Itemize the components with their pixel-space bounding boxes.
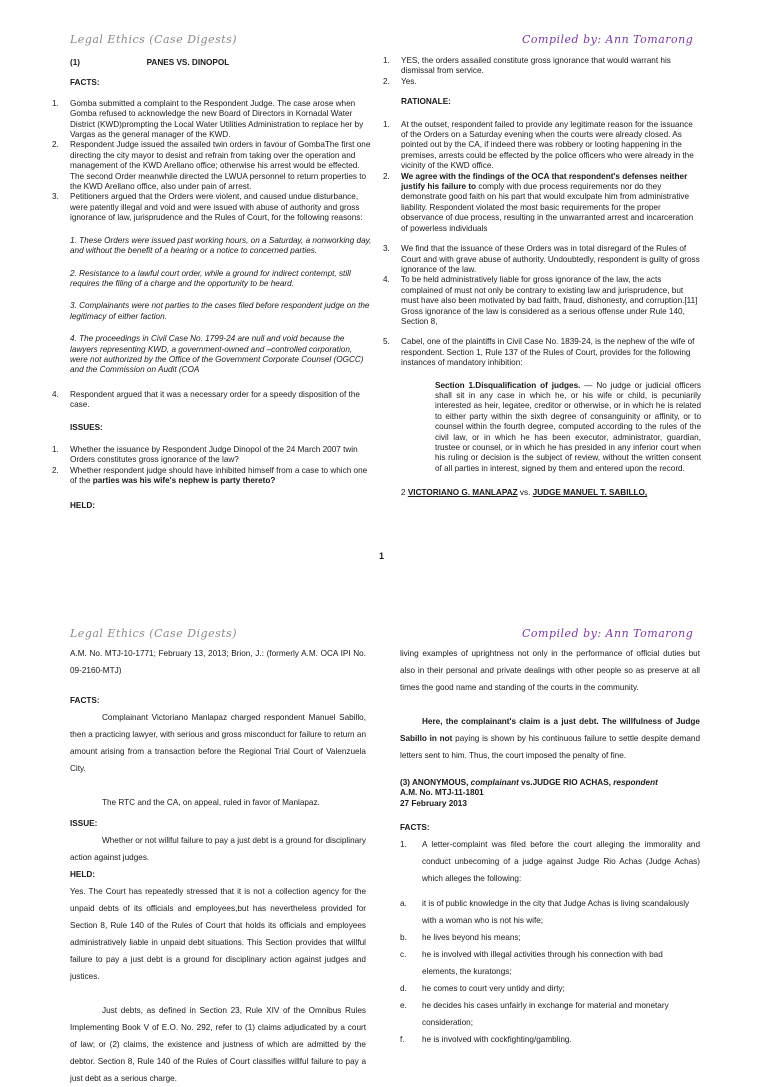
continued-text: living examples of uprightness not only in the performance of official duties but also in their personal and private dealings with other people so as preserve at all times the good name and standing of the courts in the community.	[400, 649, 700, 692]
header-left-title: Legal Ethics (Case Digests)	[70, 627, 238, 640]
document-page-2	[0, 600, 768, 1083]
fact-item: 4. Respondent argued that it was a necessary order for a speedy disposition of the case.	[52, 389, 360, 410]
issue-label: ISSUE:	[70, 819, 98, 828]
page2-left-column	[70, 645, 366, 1087]
allegation-item: b. he lives beyond his means;	[400, 933, 521, 943]
rationale-item: 3. We find that the issuance of these Orders was in total disregard of the Rules of Court and with grave abuse of authority. Undoubtedly, respondent is guilty of gross ignorance of the law.	[383, 244, 700, 274]
answer-item: 2. Yes.	[383, 76, 417, 86]
held-label: HELD:	[70, 500, 96, 510]
issues-label: ISSUES:	[70, 422, 103, 432]
allegation-item: f. he is involved with cockfighting/gambling.	[400, 1035, 572, 1045]
just-debts-text: Just debts, as defined in Section 23, Rule XIV of the Omnibus Rules Implementing Book V of E.O. No. 292, refer to (1) claims adjudicated by a court of law; or (2) claims, the existence and justness of which are admitted by the debtor. Section 8, Rule 140 of the Rules of Court classifies willful failure to pay a just debt as a serious charge.	[70, 1006, 366, 1083]
case-title: PANES VS. DINOPOL	[146, 58, 230, 67]
header-left-title: Legal Ethics (Case Digests)	[70, 33, 238, 46]
rationale-label: RATIONALE:	[401, 97, 451, 107]
allegation-item: a. it is of public knowledge in the city that Judge Achas is living scandalously with a woman who is not his wife;	[400, 899, 690, 926]
reason-item: 3. Complainants were not parties to the cases filed before respondent judge on the legitimacy of either faction.	[70, 301, 370, 321]
issue-item: 2. Whether respondent judge should have inhibited himself from a case to which one of the parties was his wife's nephew is party thereto?	[52, 465, 368, 486]
held-label: HELD:	[70, 870, 96, 879]
fact-item: 1. A letter-complaint was filed before the court alleging the immorality and conduct unbecoming of a judge against Judge Rio Achas (Judge Achas) which alleges the following:	[400, 840, 700, 884]
allegation-item: e. he decides his cases unfairly in exchange for material and monetary consideration;	[400, 1001, 669, 1028]
fact-item: 2. Respondent Judge issued the assailed twin orders in favour of GombaThe first one directing the city mayor to desist and refrain from taking over the operation and management of the KWD Arellano office; otherwise his arrest would be effected. The second Order meanwhile directed the LWUA personnel to return properties to the KWD Arellano office, also under pain of arrest.	[52, 140, 371, 192]
page1-left-column	[52, 58, 372, 511]
lower-court-ruling: The RTC and the CA, on appeal, ruled in favor of Manlapaz.	[102, 798, 320, 807]
reason-item: 1. These Orders were issued past working hours, on a Saturday, a nonworking day, and without the benefit of a hearing or a notice to concerned parties.	[70, 235, 372, 256]
rationale-item: 1. At the outset, respondent failed to provide any legitimate reason for the issuance of the Orders on a Saturday evening when the courts were already closed. As pointed out by the CA, if indeed there was robbery or looting happening in the premises, arrests could be effected by the police officers who were already in the vicinity of the KWD office.	[383, 119, 694, 171]
facts-label: FACTS:	[70, 78, 100, 88]
case-number: (1)	[70, 58, 81, 67]
fact-item: 3. Petitioners argued that the Orders were violent, and caused undue disturbance, were patently illegal and void and were issued with abuse of authority and gross ignorance of law, jurisprudence and the Rules of Court, for the following reasons:	[52, 192, 363, 223]
header-right-compiler: Compiled by: Ann Tomarong	[522, 33, 694, 46]
allegation-list	[400, 895, 700, 1048]
fact-item: 1. Gomba submitted a complaint to the Respondent Judge. The case arose when Gomba refused to acknowledge the new Board of Directors in Kornadal Water District (KWD)prompting the Local Water Utilities Administration to replace her by Vargas as the general manager of the KWD.	[52, 98, 364, 140]
case-citation: A.M. No. MTJ-10-1771; February 13, 2013; Brion, J.: (formerly A.M. OCA IPI No. 09-2160-MTJ)	[70, 649, 366, 675]
rationale-item: 2. We agree with the findings of the OCA that respondent's defenses neither justify his failure to comply with due process requirements nor do they demonstrate good faith on his part that would exculpate him from administrative liability. Respondent violated the most basic requirements for the proper observance of due process, resulting in the unwarranted arrest and incarceration of powerless individuals	[383, 171, 694, 233]
just-debt-conclusion: Here, the complainant's claim is a just debt. The willfulness of Judge Sabillo in not paying is shown by his continuous failure to settle despite demand letters sent to him. Thus, the court imposed the penalty of fine.	[400, 717, 700, 760]
answer-item: 1. YES, the orders assailed constitute gross ignorance that would warrant his dismissal from service.	[383, 56, 671, 76]
reason-item: 2. Resistance to a lawful court order, while a ground for indirect contempt, still requires the filing of a charge and the opportunity to be heard.	[70, 268, 351, 288]
facts-label: FACTS:	[70, 696, 100, 705]
case-heading	[70, 58, 372, 68]
issue-text: Whether or not willful failure to pay a just debt is a ground for disciplinary action against judges.	[70, 836, 366, 862]
rule-137-section: Section 1.Disqualification of judges. — No judge or judicial officers shall sit in any case in which he, or his wife or child, is pecuniarily interested as heir, legatee, creditor or otherwise, or in which he is related to either party within the sixth degree of consanguinity or affinity, or to counsel within the fourth degree, computed according to the rules of the civil law, or in which he has been executor, administrator, guardian, trustee or counsel, or in which he has presided in any inferior court when his ruling or decision is the subject of review, without the written consent of all parties in interest, signed by them and entered upon the record.	[435, 380, 701, 473]
reason-item: 4. The proceedings in Civil Case No. 1799-24 are null and void because the lawyers representing KWD, a government-owned and –controlled corporation, were not authorized by the Office of the Government Corporate Counsel (OGCC) and the Commission on Audit (COA	[70, 334, 364, 375]
allegation-item: c. he is involved with illegal activities through his connection with bad elements, the kuratongs;	[400, 950, 663, 977]
page-number: 1	[379, 551, 385, 561]
page1-right-column	[383, 56, 701, 499]
next-case-heading: 2 VICTORIANO G. MANLAPAZ vs. JUDGE MANUEL T. SABILLO,	[401, 488, 648, 498]
case3-heading: (3) ANONYMOUS, complainant vs.JUDGE RIO ACHAS, respondent A.M. No. MTJ-11-1801 27 February 2013	[400, 778, 658, 808]
rationale-item: 5. Cabel, one of the plaintiffs in Civil Case No. 1839-24, is the nephew of the wife of respondent. Section 1, Rule 137 of the Rules of Court, provides for the following instances of mandatory inhibition:	[383, 337, 695, 368]
issue-item: 1. Whether the issuance by Respondent Judge Dinopol of the 24 March 2007 twin Orders constitutes gross ignorance of the law?	[52, 444, 358, 465]
header-right-compiler: Compiled by: Ann Tomarong	[522, 627, 694, 640]
facts-label: FACTS:	[400, 823, 430, 833]
rationale-item: 4. To be held administratively liable for gross ignorance of the law, the acts complained of must not only be contrary to existing law and jurisprudence, but must have also been motivated by bad faith, fraud, dishonesty, and corruption.[11] Gross ignorance of the law is considered as a serious offense under Rule 140, Section 8,	[383, 275, 698, 326]
facts-text: Complainant Victoriano Manlapaz charged respondent Manuel Sabillo, then a practicing lawyer, with serious and gross misconduct for failure to return an amount arising from a transaction before the Regional Trial Court of Valenzuela City.	[70, 713, 366, 773]
held-text: Yes. The Court has repeatedly stressed that it is not a collection agency for the unpaid debts of its officials and employees,but has nevertheless provided for Section 8, Rule 140 of the Rules of Court that holds its officials and employees administratively liable in unpaid debt situations. This Section provides that willful failure to pay a just debt is a ground for disciplinary action against judges and justices.	[70, 887, 366, 981]
page2-right-column	[400, 645, 700, 1048]
allegation-item: d. he comes to court very untidy and dirty;	[400, 984, 565, 994]
